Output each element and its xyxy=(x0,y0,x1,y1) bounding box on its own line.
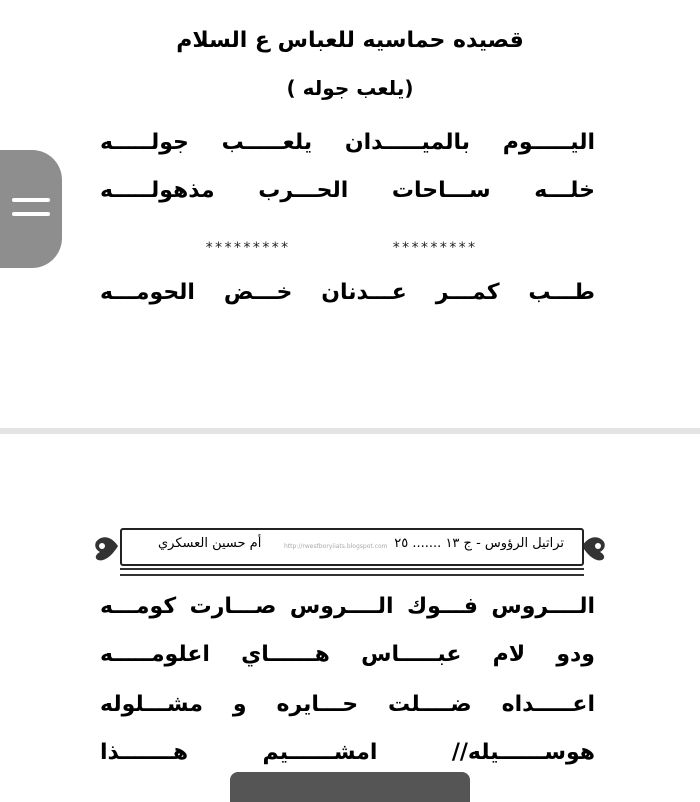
verse-line-2: خلـــه ســـاحات الحـــرب مذهولـــــه xyxy=(100,178,595,203)
verse-line-6: اعـــــداه ضــــلت حـــايره و مشـــلوله xyxy=(100,692,595,717)
header-rule xyxy=(120,568,584,570)
header-rule xyxy=(120,574,584,576)
ornament-icon xyxy=(92,530,120,562)
verse-line-5: ودو لام عبـــــاس هــــــاي اعلومـــــه xyxy=(100,642,595,667)
header-url: http://rwestboryiiats.blogspot.com xyxy=(284,543,388,550)
stars-divider-right: ********* xyxy=(392,240,477,256)
header-author: أم حسين العسكري xyxy=(158,536,262,551)
verse-line-1: اليـــــوم بالميـــــدان يلعـــــب جولـــــه xyxy=(100,130,595,155)
verse-line-3: طـــب كمـــر عـــدنان خـــض الحومـــه xyxy=(100,280,595,305)
poem-title: قصيده حماسيه للعباس ع السلام xyxy=(176,28,524,53)
drag-handle-icon[interactable] xyxy=(0,150,62,268)
header-book-info: تراتيل الرؤوس - ج ١٣ ....... ٢٥ xyxy=(394,536,564,551)
ornament-icon xyxy=(580,530,608,562)
poem-subtitle: (يلعب جوله ) xyxy=(286,76,414,100)
verse-line-7: هوســــــيله// امشــــــيم هـــــــذا xyxy=(100,740,595,765)
document-page-2 xyxy=(0,434,700,800)
bottom-toolbar[interactable] xyxy=(230,772,470,802)
verse-line-4: الــــروس فـــوك الــــروس صـــارت كومـــه xyxy=(100,594,595,619)
stars-divider-left: ********* xyxy=(205,240,290,256)
page-header-banner xyxy=(92,528,608,582)
